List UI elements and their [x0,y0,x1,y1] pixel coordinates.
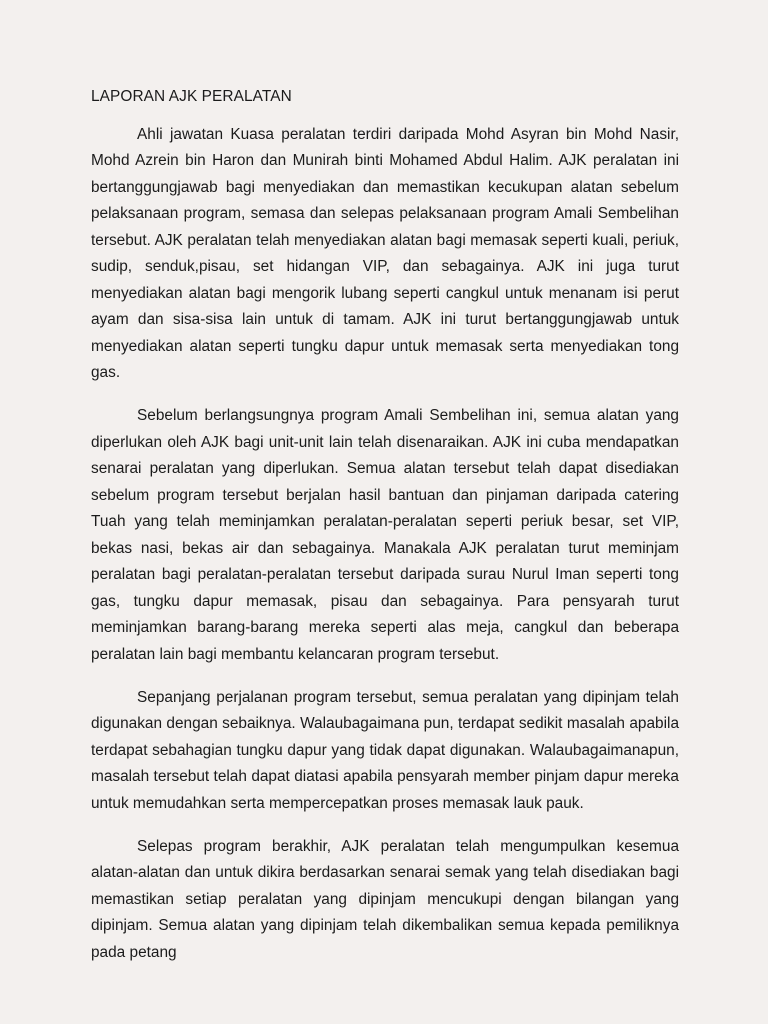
paragraph-2: Sebelum berlangsungnya program Amali Sembelihan ini, semua alatan yang diperlukan oleh AJK bagi unit-unit lain telah disenaraikan. AJK ini cuba mendapatkan senarai peralatan yang diperlukan. Semua alatan tersebut telah dapat disediakan sebelum program tersebut berjalan hasil bantuan dan pinjaman daripada catering Tuah yang telah meminjamkan peralatan-peralatan seperti periuk besar, set VIP, bekas nasi, bekas air dan sebagainya. Manakala AJK peralatan turut meminjam peralatan bagi peralatan-peralatan tersebut daripada surau Nurul Iman seperti tong gas, tungku dapur memasak, pisau dan sebagainya. Para pensyarah turut meminjamkan barang-barang mereka seperti alas meja, cangkul dan beberapa peralatan lain bagi membantu kelancaran program tersebut. [91,407,679,663]
paragraph-4: Selepas program berakhir, AJK peralatan telah mengumpulkan kesemua alatan-alatan dan untuk dikira berdasarkan senarai semak yang telah disediakan bagi memastikan setiap peralatan yang dipinjam mencukupi dengan bilangan yang dipinjam. Semua alatan yang dipinjam telah dikembalikan semua kepada pemiliknya pada petang [91,837,679,961]
document-title: LAPORAN AJK PERALATAN [91,88,292,105]
paragraph-1: Ahli jawatan Kuasa peralatan terdiri daripada Mohd Asyran bin Mohd Nasir, Mohd Azrein bin Haron dan Munirah binti Mohamed Abdul Halim. AJK peralatan ini bertanggungjawab bagi menyediakan dan memastikan kecukupan alatan sebelum pelaksanaan program, semasa dan selepas pelaksanaan program Amali Sembelihan tersebut. AJK peralatan telah menyediakan alatan bagi memasak seperti kuali, periuk, sudip, senduk,pisau, set hidangan VIP, dan sebagainya. AJK ini juga turut menyediakan alatan bagi mengorik lubang seperti cangkul untuk menanam isi perut ayam dan sisa-sisa lain untuk di tamam. AJK ini turut bertanggungjawab untuk menyediakan alatan seperti tungku dapur untuk memasak serta menyediakan tong gas. [91,125,679,381]
paragraph-3: Sepanjang perjalanan program tersebut, semua peralatan yang dipinjam telah digunakan dengan sebaiknya. Walaubagaimana pun, terdapat sedikit masalah apabila terdapat sebahagian tungku dapur yang tidak dapat digunakan. Walaubagaimanapun, masalah tersebut telah dapat diatasi apabila pensyarah member pinjam dapur mereka untuk memudahkan serta mempercepatkan proses memasak lauk pauk. [91,688,679,812]
